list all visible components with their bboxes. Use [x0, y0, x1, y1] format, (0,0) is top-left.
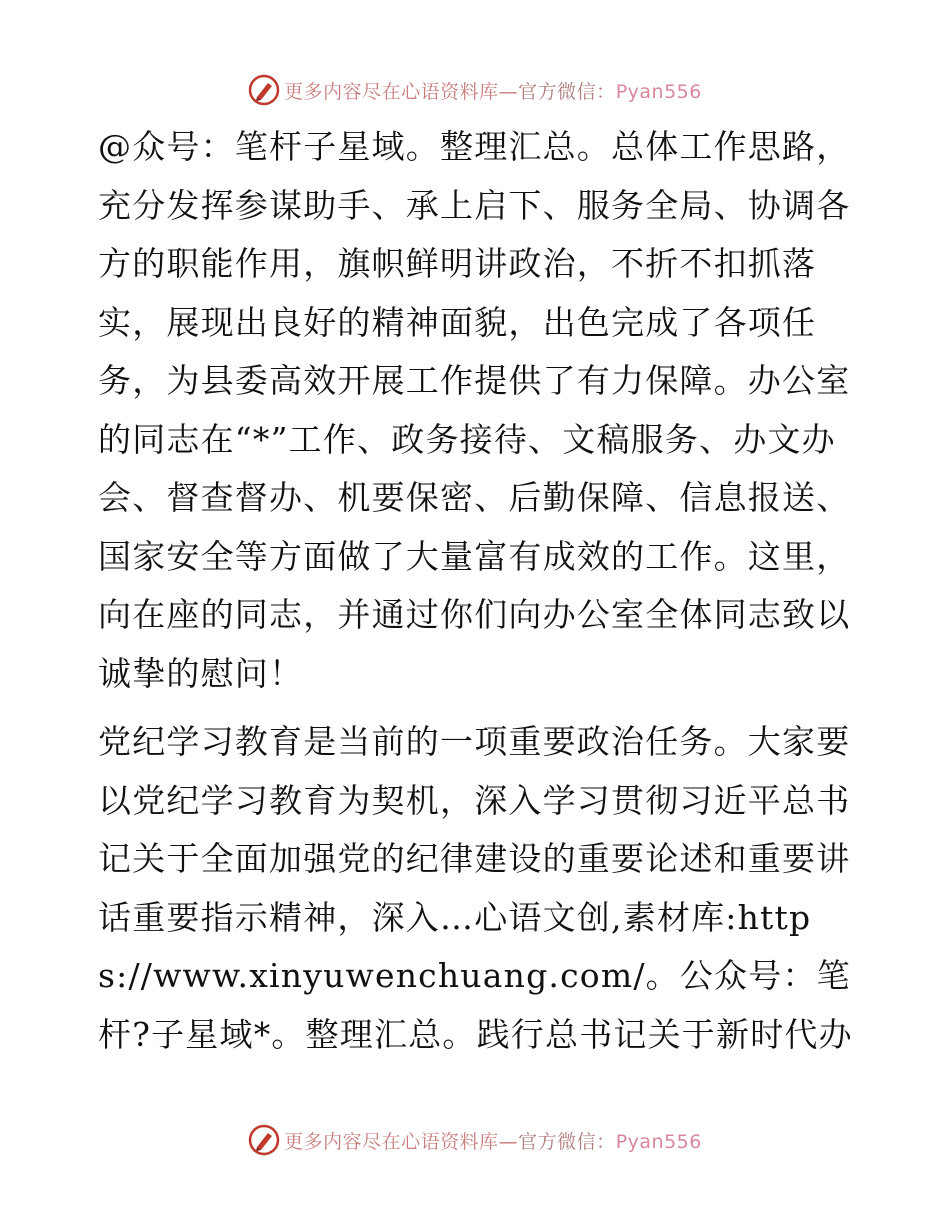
document-body: [98, 118, 858, 1064]
banner-slogan: 更多内容尽在心语资料库: [284, 80, 499, 103]
paragraph-2: 党纪学习教育是当前的一项重要政治任务。大家要以党纪学习教育为契机，深入学习贯彻习近平总书记关于全面加强党的纪律建设的重要论述和重要讲话重要指示精神，深入…心语文创,素材库:https://www.xinyuwenchuang.com/。公众号：笔杆?子星域*。整理汇总。践行总书记关于新时代办: [98, 722, 853, 1054]
pen-logo-icon: [248, 74, 280, 106]
header-banner: [0, 70, 950, 110]
banner-separator: —: [498, 1130, 519, 1153]
footer-banner: [0, 1120, 950, 1160]
banner-wechat-id: Pyan556: [615, 1130, 702, 1153]
banner-wechat-id: Pyan556: [615, 80, 702, 103]
banner-slogan: 更多内容尽在心语资料库: [284, 1130, 499, 1153]
banner-separator: —: [498, 80, 519, 103]
banner-wechat-label: 官方微信：: [518, 1130, 616, 1153]
pen-logo-icon: [248, 1124, 280, 1156]
banner-wechat-label: 官方微信：: [518, 80, 616, 103]
paragraph-1: @众号：笔杆子星域。整理汇总。总体工作思路，充分发挥参谋助手、承上启下、服务全局、协调各方的职能作用，旗帜鲜明讲政治，不折不扣抓落实，展现出良好的精神面貌，出色完成了各项任务，为县委高效开展工作提供了有力保障。办公室的同志在“*”工作、政务接待、文稿服务、办文办会、督查督办、机要保密、后勤保障、信息报送、国家安全等方面做了大量富有成效的工作。这里，向在座的同志，并通过你们向办公室全体同志致以诚挚的慰问！: [98, 127, 851, 693]
banner-text: [284, 1127, 702, 1154]
banner-text: [284, 77, 702, 104]
